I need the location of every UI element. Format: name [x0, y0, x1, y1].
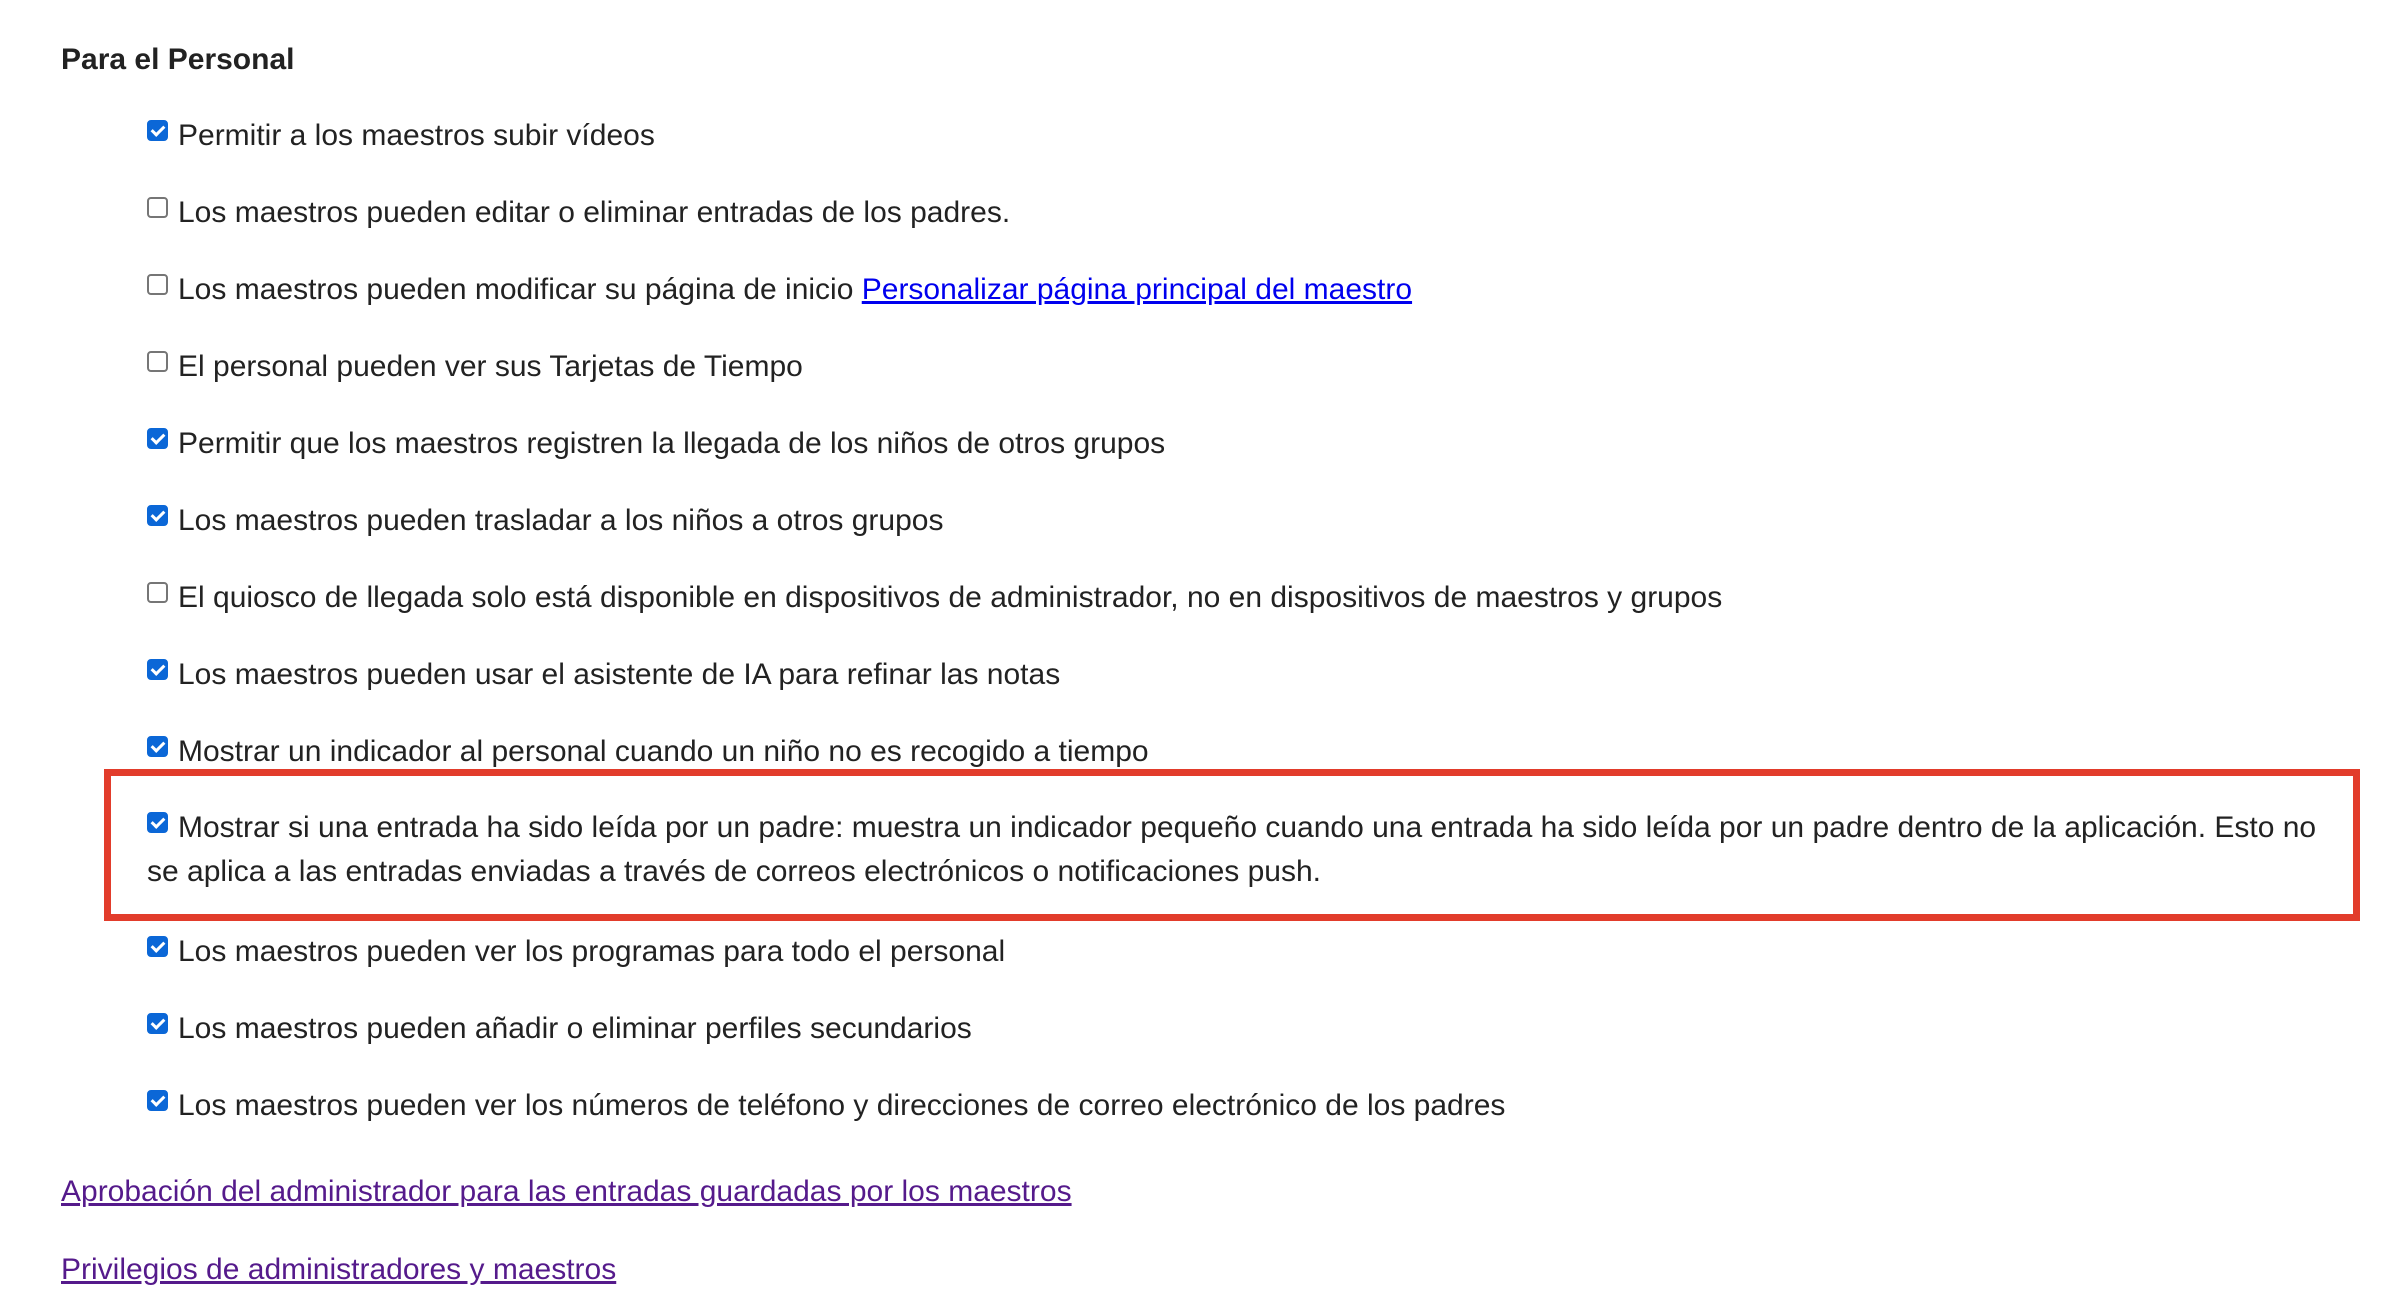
option-label: Permitir a los maestros subir vídeos [178, 119, 655, 152]
checkbox-secondary-profiles[interactable] [147, 1013, 168, 1034]
option-late-pickup-indicator [147, 730, 1149, 774]
option-teachers-modify-homepage [147, 268, 1412, 312]
option-checkin-other-groups [147, 422, 1165, 466]
option-label: Mostrar un indicador al personal cuando un niño no es recogido a tiempo [178, 735, 1149, 768]
section-title: Para el Personal [61, 43, 295, 76]
option-label: Los maestros pueden ver los números de teléfono y direcciones de correo electrónico de los padres [178, 1089, 1506, 1122]
option-label: El quiosco de llegada solo está disponible en dispositivos de administrador, no en dispositivos de maestros y grupos [178, 581, 1723, 614]
customize-teacher-homepage-link[interactable]: Personalizar página principal del maestro [861, 273, 1413, 306]
checkbox-modify-homepage[interactable] [147, 274, 168, 295]
checkbox-read-receipt[interactable] [147, 812, 168, 833]
option-label: Los maestros pueden modificar su página de inicio [178, 273, 854, 306]
checkbox-upload-videos[interactable] [147, 120, 168, 141]
option-view-staff-schedules [147, 930, 1005, 974]
option-label: Los maestros pueden ver los programas para todo el personal [178, 935, 1006, 968]
option-label: Mostrar si una entrada ha sido leída por un padre: muestra un indicador pequeño cuando una entrada ha sido leída por un padre dentro de la aplicación. Esto no se aplica a las entradas enviadas a través de correos electrónicos o notificaciones push. [147, 811, 2317, 888]
checkbox-kiosk-admin-only[interactable] [147, 582, 168, 603]
option-label: Permitir que los maestros registren la llegada de los niños de otros grupos [178, 427, 1166, 460]
checkbox-parent-contacts[interactable] [147, 1090, 168, 1111]
option-kiosk-admin-only [147, 576, 1722, 620]
option-staff-view-timecards [147, 345, 803, 389]
option-teachers-edit-parent-entries [147, 191, 1010, 235]
admin-approval-link[interactable]: Aprobación del administrador para las entradas guardadas por los maestros [61, 1175, 1072, 1208]
option-label: Los maestros pueden añadir o eliminar perfiles secundarios [178, 1012, 972, 1045]
checkbox-late-pickup[interactable] [147, 736, 168, 757]
option-secondary-profiles [147, 1007, 972, 1051]
option-move-children-groups [147, 499, 943, 543]
option-ai-assistant-notes [147, 653, 1060, 697]
option-label: Los maestros pueden usar el asistente de IA para refinar las notas [178, 658, 1061, 691]
option-label: Los maestros pueden trasladar a los niños a otros grupos [178, 504, 944, 537]
checkbox-edit-parent-entries[interactable] [147, 197, 168, 218]
option-teachers-upload-videos [147, 114, 655, 158]
checkbox-view-timecards[interactable] [147, 351, 168, 372]
admin-teacher-privileges-link[interactable]: Privilegios de administradores y maestros [61, 1253, 617, 1286]
checkbox-move-children[interactable] [147, 505, 168, 526]
option-view-parent-contacts [147, 1084, 1505, 1128]
option-read-receipt-indicator [147, 806, 2322, 894]
option-label: El personal pueden ver sus Tarjetas de Tiempo [178, 350, 803, 383]
checkbox-ai-assistant[interactable] [147, 659, 168, 680]
checkbox-checkin-other-groups[interactable] [147, 428, 168, 449]
option-label: Los maestros pueden editar o eliminar entradas de los padres. [178, 196, 1011, 229]
checkbox-view-schedules[interactable] [147, 936, 168, 957]
